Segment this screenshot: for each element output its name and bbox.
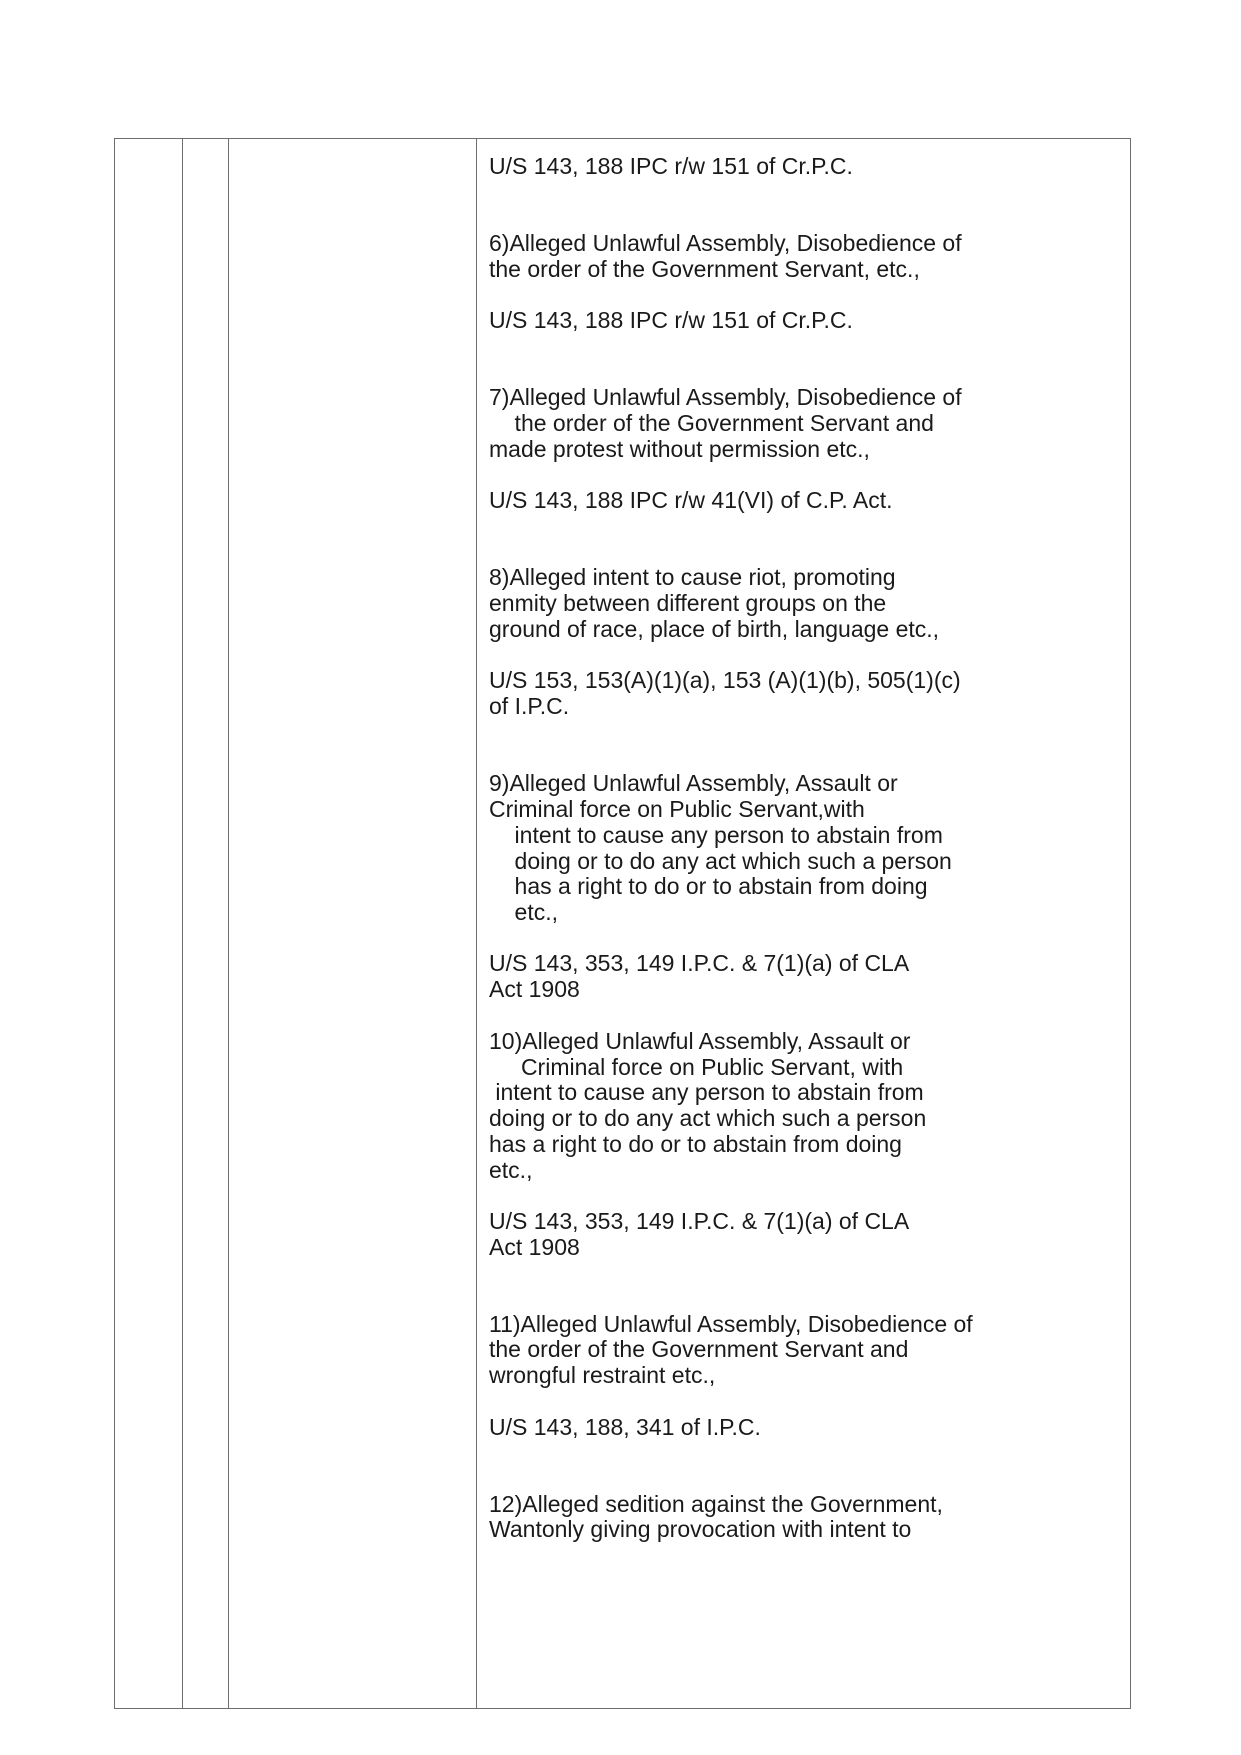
offence-description: 10)Alleged Unlawful Assembly, Assault or [489, 1028, 911, 1054]
section-text: Act 1908 [489, 976, 580, 1002]
offence-description: 11)Alleged Unlawful Assembly, Disobedience of [489, 1311, 973, 1337]
document-table [114, 138, 1131, 1709]
offence-description: 6)Alleged Unlawful Assembly, Disobedience of [489, 230, 962, 256]
section-text: of I.P.C. [489, 693, 570, 719]
offence-description: intent to cause any person to abstain from [489, 1079, 924, 1105]
offence-description: Criminal force on Public Servant,with [489, 796, 865, 822]
section-text: U/S 143, 188 IPC r/w 151 of Cr.P.C. [489, 307, 853, 333]
offence-description: intent to cause any person to abstain from [489, 822, 943, 848]
section-text: U/S 143, 353, 149 I.P.C. & 7(1)(a) of CLA [489, 1208, 910, 1234]
offence-description: etc., [489, 1157, 533, 1183]
offence-description: doing or to do any act which such a person [489, 1105, 927, 1131]
offence-description: has a right to do or to abstain from doing [489, 1131, 902, 1157]
offence-description: doing or to do any act which such a person [489, 848, 952, 874]
offence-description: Wantonly giving provocation with intent to [489, 1516, 912, 1542]
offence-description: the order of the Government Servant and [489, 410, 934, 436]
column-divider-3 [476, 139, 477, 1708]
offence-description: 7)Alleged Unlawful Assembly, Disobedience of [489, 384, 962, 410]
offence-description: 9)Alleged Unlawful Assembly, Assault or [489, 770, 898, 796]
offence-description: the order of the Government Servant, etc., [489, 256, 920, 282]
section-text: U/S 143, 188, 341 of I.P.C. [489, 1414, 761, 1440]
offence-description: enmity between different groups on the [489, 590, 887, 616]
offence-description: etc., [489, 899, 559, 925]
section-text: U/S 143, 188 IPC r/w 41(VI) of C.P. Act. [489, 487, 893, 513]
column-divider-2 [228, 139, 229, 1708]
section-text: Act 1908 [489, 1234, 580, 1260]
offence-description: 12)Alleged sedition against the Government, [489, 1491, 943, 1517]
offence-details-cell [489, 139, 1089, 1708]
column-divider-1 [182, 139, 183, 1708]
offence-description: made protest without permission etc., [489, 436, 870, 462]
offence-description: wrongful restraint etc., [489, 1362, 716, 1388]
offence-description: Criminal force on Public Servant, with [489, 1054, 904, 1080]
offence-description: has a right to do or to abstain from doing [489, 873, 928, 899]
section-text: U/S 143, 353, 149 I.P.C. & 7(1)(a) of CLA [489, 950, 910, 976]
section-text: U/S 143, 188 IPC r/w 151 of Cr.P.C. [489, 153, 853, 179]
offence-description: 8)Alleged intent to cause riot, promoting [489, 564, 896, 590]
offence-description: ground of race, place of birth, language etc., [489, 616, 940, 642]
section-text: U/S 153, 153(A)(1)(a), 153 (A)(1)(b), 505(1)(c) [489, 667, 961, 693]
offence-description: the order of the Government Servant and [489, 1336, 909, 1362]
